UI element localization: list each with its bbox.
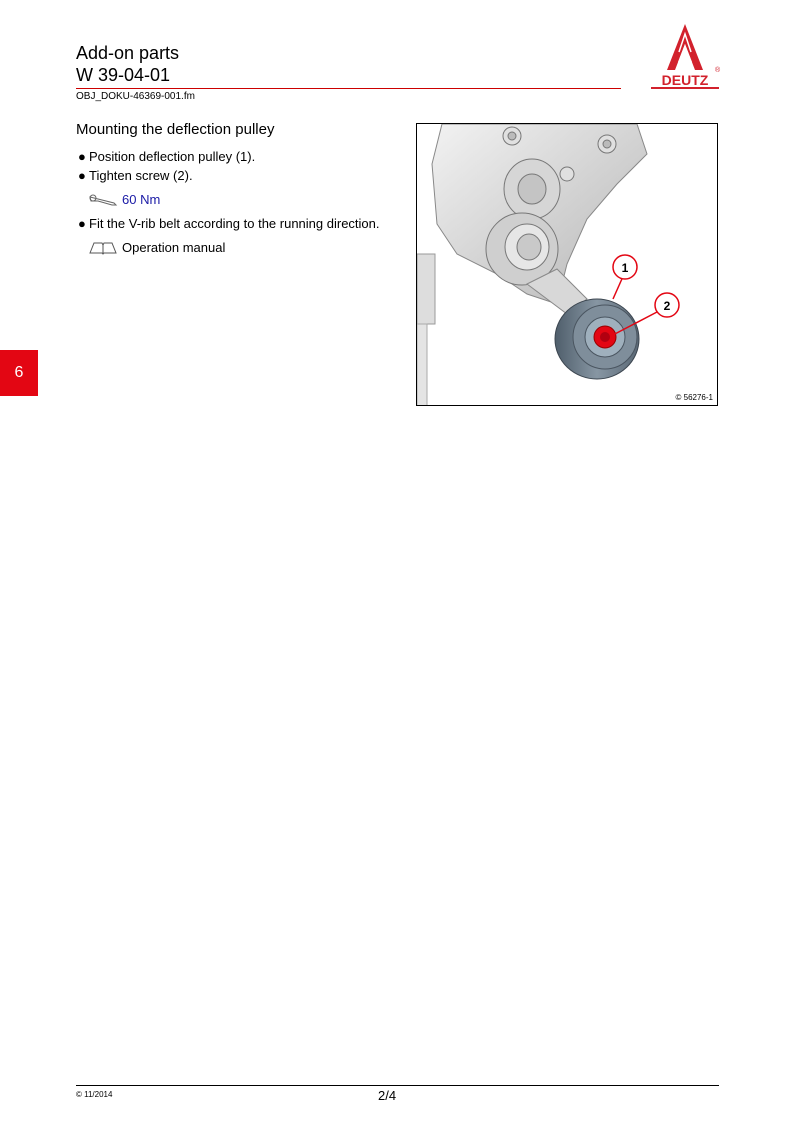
footer-date: © 11/2014 xyxy=(76,1090,113,1099)
torque-spec xyxy=(88,192,160,208)
step-text: Fit the V-rib belt according to the running direction. xyxy=(89,216,380,231)
deutz-logo xyxy=(649,22,721,92)
figure-code: © 56276-1 xyxy=(675,393,713,402)
assembly-figure xyxy=(416,123,718,406)
step-text: Tighten screw (2). xyxy=(89,168,193,183)
registered-mark: ® xyxy=(715,67,721,74)
open-book-icon xyxy=(88,241,118,255)
step-text: Position deflection pulley (1). xyxy=(89,149,256,164)
page-title-line1: Add-on parts xyxy=(76,43,180,63)
step-item xyxy=(78,216,380,232)
section-heading: Mounting the deflection pulley xyxy=(76,121,275,138)
step-item xyxy=(78,149,255,165)
header-divider xyxy=(76,88,621,89)
callout-1: 1 xyxy=(621,261,629,275)
bullet-icon: ● xyxy=(78,216,86,231)
page-title-line2: W 39-04-01 xyxy=(76,65,171,85)
bullet-icon: ● xyxy=(78,168,86,183)
torque-wrench-icon xyxy=(88,193,118,207)
reference-text: Operation manual xyxy=(122,240,226,255)
chapter-tab: 6 xyxy=(0,350,38,396)
bullet-icon: ● xyxy=(78,149,86,164)
pulley-illustration xyxy=(417,124,718,406)
step-item xyxy=(78,168,193,184)
callout-2: 2 xyxy=(663,299,671,313)
document-filename: OBJ_DOKU-46369-001.fm xyxy=(76,91,195,102)
footer-divider xyxy=(76,1085,719,1086)
logo-text: DEUTZ xyxy=(661,72,709,88)
torque-value: 60 Nm xyxy=(122,192,161,207)
manual-reference xyxy=(88,240,225,256)
page-number: 2/4 xyxy=(378,1088,397,1103)
